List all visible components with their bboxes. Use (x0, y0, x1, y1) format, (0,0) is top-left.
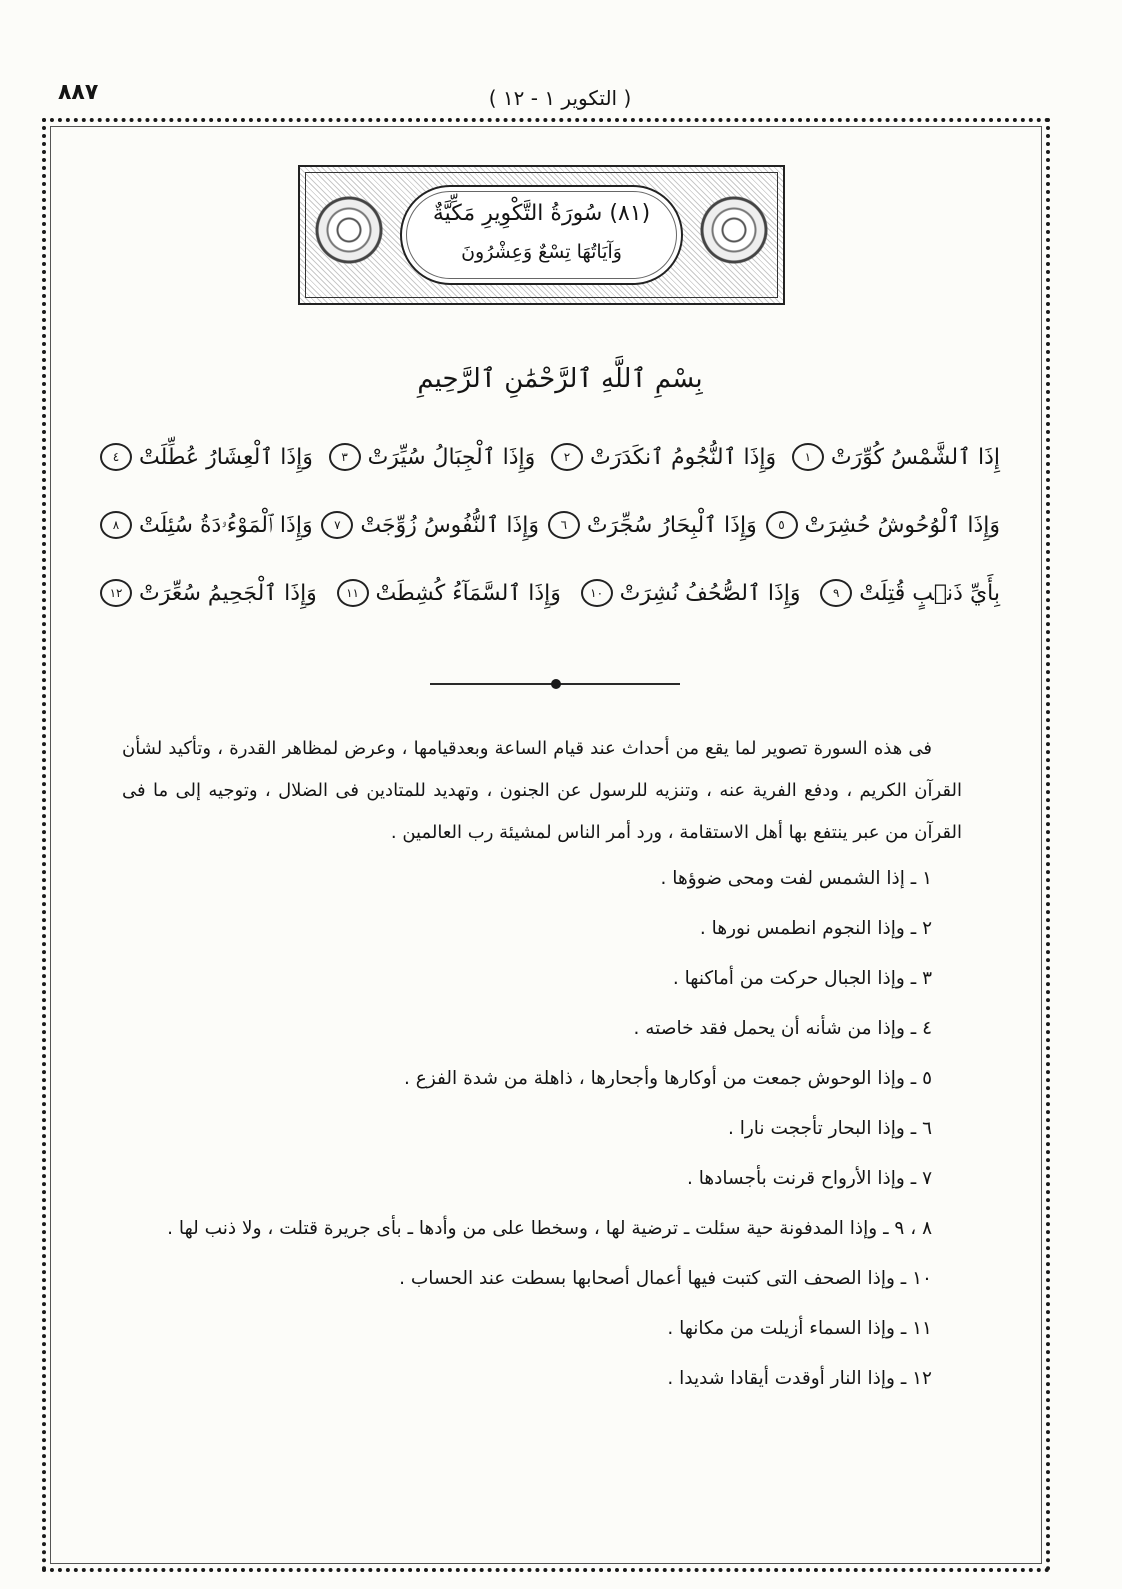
verse-text: وَإِذَا ٱلْبِحَارُ سُجِّرَتْ (586, 512, 757, 538)
verse-text: وَإِذَا ٱلنُّجُومُ ٱنكَدَرَتْ (590, 444, 777, 470)
commentary-item: ٥ ـ وإذا الوحوش جمعت من أوكارها وأجحارها ، ذاهلة من شدة الفزع . (404, 1068, 932, 1089)
verse-text: إِذَا ٱلشَّمْسُ كُوِّرَتْ (830, 444, 1000, 470)
page-number: ٨٨٧ (58, 80, 99, 105)
section-separator-dot (551, 679, 561, 689)
verse-number-marker: ٦ (548, 511, 580, 539)
verse-number-marker: ١٢ (100, 579, 132, 607)
verse-line-1 (100, 430, 1000, 484)
verse-number-marker: ٩ (820, 579, 852, 607)
verse (548, 511, 757, 539)
verse (100, 443, 313, 471)
verse-number-marker: ٨ (100, 511, 132, 539)
commentary-item: ٨ ، ٩ ـ وإذا المدفونة حية سئلت ـ ترضية لها ، وسخطا على من وأدها ـ بأى جريرة قتلت ، ولا ذنب لها . (167, 1218, 932, 1239)
verse (329, 443, 536, 471)
verse-number-marker: ١ (792, 443, 824, 471)
rosette-ornament-right (699, 195, 769, 265)
verse (820, 579, 1000, 607)
verse-line-2 (100, 498, 1000, 552)
verse-line-3 (100, 566, 1000, 620)
verse-number-marker: ٢ (551, 443, 583, 471)
verse-number-marker: ١١ (337, 579, 369, 607)
verse-text: وَإِذَا ٱلْوُحُوشُ حُشِرَتْ (804, 512, 1000, 538)
commentary-section (122, 728, 962, 1404)
surah-header-ornament (298, 165, 785, 305)
verse-number-marker: ٤ (100, 443, 132, 471)
verse-text: وَإِذَا ٱلْعِشَارُ عُطِّلَتْ (139, 444, 313, 470)
commentary-item: ١١ ـ وإذا السماء أزيلت من مكانها . (667, 1318, 932, 1339)
surah-cartouche (400, 185, 683, 285)
basmala: بِسْمِ ٱللَّهِ ٱلرَّحْمَٰنِ ٱلرَّحِيمِ (417, 364, 703, 394)
verse (792, 443, 1000, 471)
verse-text: وَإِذَا ٱلصُّحُفُ نُشِرَتْ (619, 580, 801, 606)
running-header: ( التكوير ١ - ١٢ ) (488, 86, 632, 110)
verse-text: وَإِذَا ٱلنُّفُوسُ زُوِّجَتْ (360, 512, 540, 538)
verse-text: وَإِذَا ٱلسَّمَآءُ كُشِطَتْ (375, 580, 561, 606)
verse (766, 511, 1001, 539)
verse (100, 511, 313, 539)
commentary-item: ١٠ ـ وإذا الصحف التى كتبت فيها أعمال أصحابها بسطت عند الحساب . (399, 1268, 932, 1289)
commentary-intro: فى هذه السورة تصوير لما يقع من أحداث عند قيام الساعة وبعدقيامها ، وعرض لمظاهر القدرة ، وتأكيد لشأن القرآن الكريم ، ودفع الفرية عنه ، وتنزيه للرسول عن الجنون ، وتهديد للمتادين فى الضلال ، وتوجيه إلى ما فى القرآن من عبر ينتفع بها أهل الاستقامة ، ورد أمر الناس لمشيئة رب العالمين . (122, 738, 962, 843)
verse-text: وَإِذَا ٱلْمَوْءُۥدَةُ سُئِلَتْ (139, 512, 313, 538)
verse-text: وَإِذَا ٱلْجِبَالُ سُيِّرَتْ (367, 444, 536, 470)
surah-verse-count: وَآيَاتُهَا تِسْعٌ وَعِشْرُونَ (461, 241, 622, 263)
rosette-ornament-left (314, 195, 384, 265)
commentary-item: ١ ـ إذا الشمس لفت ومحى ضوؤها . (660, 868, 932, 889)
verse-number-marker: ٣ (329, 443, 361, 471)
verse-text: بِأَيِّ ذَنۢبٍ قُتِلَتْ (859, 580, 1000, 606)
commentary-item: ٤ ـ وإذا من شأنه أن يحمل فقد خاصته . (633, 1018, 932, 1039)
commentary-item: ٦ ـ وإذا البحار تأججت نارا . (727, 1118, 932, 1139)
verse (581, 579, 801, 607)
commentary-item: ١٢ ـ وإذا النار أوقدت أيقادا شديدا . (667, 1368, 932, 1389)
verse-number-marker: ١٠ (581, 579, 613, 607)
commentary-item: ٧ ـ وإذا الأرواح قرنت بأجسادها . (687, 1168, 932, 1189)
verse-text: وَإِذَا ٱلْجَحِيمُ سُعِّرَتْ (139, 580, 317, 606)
verse-number-marker: ٥ (766, 511, 798, 539)
verse (551, 443, 776, 471)
verse (100, 579, 317, 607)
surah-title: (٨١) سُورَةُ التَّكْوِيرِ مَكِّيَّةٌ (432, 201, 651, 226)
commentary-item: ٣ ـ وإذا الجبال حركت من أماكنها . (672, 968, 932, 989)
verse (337, 579, 561, 607)
verse (321, 511, 539, 539)
verse-number-marker: ٧ (321, 511, 353, 539)
commentary-item: ٢ ـ وإذا النجوم انطمس نورها . (699, 918, 932, 939)
